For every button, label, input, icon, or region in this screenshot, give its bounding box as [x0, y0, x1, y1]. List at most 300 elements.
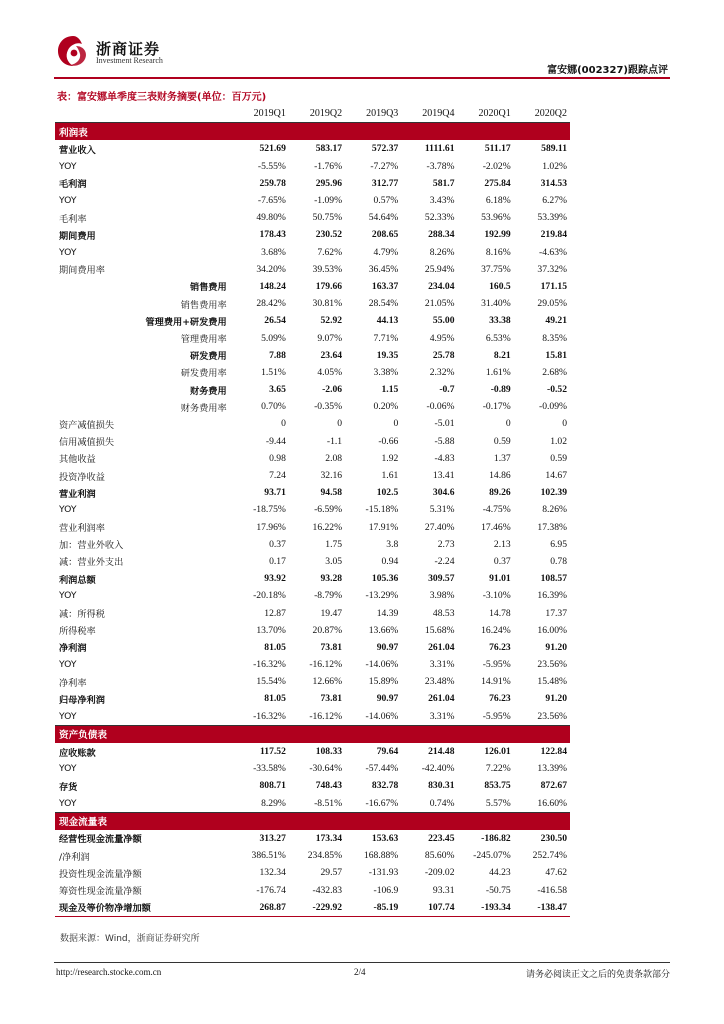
value-cell: 0.98: [269, 452, 286, 464]
value-cell: 6.95: [550, 538, 567, 550]
value-cell: 572.37: [371, 143, 399, 155]
row-label: YOY: [59, 590, 77, 602]
value-cell: 76.23: [489, 693, 511, 705]
value-cell: 27.40%: [424, 521, 455, 533]
value-cell: 28.42%: [256, 298, 286, 310]
row-label: 归母净利润: [59, 694, 105, 706]
value-cell: 171.15: [540, 280, 567, 292]
value-cell: 0.59: [550, 452, 567, 464]
value-cell: 36.45%: [368, 263, 399, 275]
value-cell: 1.15: [381, 384, 399, 396]
value-cell: [458, 123, 514, 141]
table-row: [55, 743, 570, 760]
value-cell: 261.04: [428, 641, 455, 653]
value-cell: 81.05: [264, 641, 286, 653]
row-label: 净利润: [59, 643, 87, 655]
value-cell: 808.71: [259, 780, 286, 792]
row-label: 毛利润: [59, 179, 87, 191]
row-label: 现金及等价物净增加额: [55, 899, 233, 917]
value-cell: 30.81%: [312, 298, 343, 310]
value-cell: 173.34: [315, 832, 343, 844]
table-row: [55, 587, 570, 604]
table-row: [55, 467, 570, 484]
table-row: [55, 830, 570, 847]
value-cell: 25.94%: [424, 263, 455, 275]
financial-summary-table: [55, 105, 570, 917]
table-row: [55, 433, 570, 450]
value-cell: 15.89%: [368, 676, 399, 688]
value-cell: 1.61: [381, 470, 399, 482]
value-cell: 153.63: [371, 832, 399, 844]
value-cell: 93.71: [264, 487, 286, 499]
value-cell: -85.19: [345, 899, 401, 917]
value-cell: 1.92: [381, 452, 399, 464]
value-cell: [233, 812, 289, 830]
table-row: [55, 604, 570, 621]
value-cell: [233, 725, 289, 743]
value-cell: 6.27%: [542, 195, 567, 207]
table-row: [55, 899, 570, 917]
row-label: 利润总额: [59, 574, 96, 586]
value-cell: 168.88%: [363, 850, 399, 862]
value-cell: 16.00%: [537, 624, 567, 636]
value-cell: 288.34: [428, 229, 455, 241]
row-label: 期间费用: [59, 230, 96, 242]
value-cell: 23.64: [320, 349, 343, 361]
row-label: 投资性现金流量净额: [59, 868, 142, 880]
table-row: [55, 450, 570, 467]
row-label: YOY: [55, 795, 233, 813]
value-cell: 748.43: [315, 780, 343, 792]
table-row: [55, 864, 570, 881]
zheshang-logo-icon: [56, 34, 90, 68]
value-cell: 16.39%: [537, 590, 567, 602]
value-cell: 3.31%: [429, 659, 455, 671]
table-row: [55, 639, 570, 656]
value-cell: [233, 123, 289, 141]
value-cell: [458, 725, 514, 743]
value-cell: 53.39%: [537, 212, 567, 224]
value-cell: 8.26%: [542, 504, 567, 516]
value-cell: 94.58: [320, 487, 343, 499]
value-cell: 89.26: [489, 487, 511, 499]
value-cell: [514, 812, 570, 830]
value-cell: -15.18%: [365, 504, 399, 516]
value-cell: 0: [281, 418, 286, 430]
value-cell: 214.48: [428, 746, 455, 758]
table-row: [55, 777, 570, 794]
value-cell: 304.6: [432, 487, 455, 499]
table-caption: 表：富安娜单季度三表财务摘要(单位：百万元): [57, 92, 267, 103]
table-body: [55, 123, 570, 917]
row-label: 筹资性现金流量净额: [59, 886, 142, 898]
value-cell: 15.48%: [537, 676, 567, 688]
value-cell: 93.92: [264, 573, 286, 585]
header-cell-2019q2: 2019Q2: [289, 105, 345, 123]
value-cell: 105.36: [371, 573, 399, 585]
value-cell: 581.7: [432, 177, 455, 189]
value-cell: 28.54%: [368, 298, 399, 310]
value-cell: 73.81: [320, 693, 343, 705]
header-cell-blank: [55, 105, 233, 123]
value-cell: 2.73: [437, 538, 455, 550]
value-cell: 192.99: [484, 229, 511, 241]
row-label: 财务费用率: [180, 402, 227, 414]
value-cell: -0.17%: [482, 401, 511, 413]
value-cell: 49.80%: [256, 212, 286, 224]
value-cell: 3.38%: [373, 366, 399, 378]
value-cell: 521.69: [259, 143, 286, 155]
value-cell: 583.17: [315, 143, 343, 155]
row-label: 经营性现金流量净额: [59, 834, 142, 846]
table-row: [55, 381, 570, 398]
table-row: [55, 226, 570, 243]
value-cell: -2.06: [322, 384, 343, 396]
value-cell: 122.84: [540, 746, 567, 758]
value-cell: 37.75%: [481, 263, 511, 275]
row-label: 应收账款: [59, 747, 96, 759]
row-label: 其他收益: [59, 454, 96, 466]
value-cell: 8.26%: [429, 246, 455, 258]
value-cell: 53.96%: [481, 212, 511, 224]
value-cell: 17.96%: [256, 521, 286, 533]
value-cell: 55.00: [432, 315, 455, 327]
value-cell: 90.97: [376, 641, 399, 653]
row-label: 净利率: [59, 677, 87, 689]
value-cell: 23.56%: [514, 708, 570, 726]
value-cell: 13.66%: [368, 624, 399, 636]
value-cell: 102.39: [540, 487, 567, 499]
value-cell: 0.57%: [373, 195, 399, 207]
value-cell: 52.33%: [424, 212, 455, 224]
value-cell: [289, 123, 345, 141]
value-cell: 219.84: [540, 229, 567, 241]
table-row: [55, 536, 570, 553]
value-cell: 295.96: [315, 177, 343, 189]
row-label: 营业利润: [59, 488, 96, 500]
value-cell: 50.75%: [312, 212, 343, 224]
table-row: [55, 209, 570, 226]
value-cell: 17.38%: [537, 521, 567, 533]
value-cell: -0.66: [378, 435, 399, 447]
data-source-note: 数据来源：Wind，浙商证券研究所: [60, 934, 200, 944]
table-row: [55, 501, 570, 518]
table-row: [55, 175, 570, 192]
value-cell: [289, 725, 345, 743]
value-cell: -5.01: [434, 418, 455, 430]
value-cell: 29.57: [320, 867, 343, 879]
value-cell: 34.20%: [256, 263, 286, 275]
value-cell: 1.02: [550, 435, 567, 447]
section-header-row: [55, 812, 570, 830]
value-cell: 48.53: [432, 607, 455, 619]
value-cell: -8.79%: [314, 590, 343, 602]
value-cell: 0: [505, 418, 511, 430]
value-cell: 0.37: [269, 538, 286, 550]
value-cell: 179.66: [315, 280, 343, 292]
value-cell: 85.60%: [424, 850, 455, 862]
row-label: 管理费用率: [180, 334, 227, 346]
value-cell: -13.29%: [365, 590, 399, 602]
value-cell: 832.78: [371, 780, 399, 792]
value-cell: 91.01: [489, 573, 511, 585]
value-cell: 47.62: [545, 867, 567, 879]
value-cell: 3.05: [325, 555, 343, 567]
value-cell: 872.67: [540, 780, 567, 792]
value-cell: 234.04: [428, 280, 455, 292]
value-cell: 163.37: [371, 280, 399, 292]
value-cell: 12.87: [264, 607, 286, 619]
value-cell: 234.85%: [307, 850, 343, 862]
value-cell: 0.94: [381, 555, 399, 567]
value-cell: 223.45: [428, 832, 455, 844]
table-row: [55, 140, 570, 157]
value-cell: 108.57: [540, 573, 567, 585]
value-cell: 853.75: [484, 780, 511, 792]
value-cell: 54.64%: [368, 212, 399, 224]
value-cell: 126.01: [484, 746, 511, 758]
value-cell: -416.58: [537, 884, 567, 896]
value-cell: 33.38: [489, 315, 511, 327]
value-cell: 14.39: [376, 607, 399, 619]
value-cell: -14.06%: [365, 659, 399, 671]
value-cell: -138.47: [514, 899, 570, 917]
row-label: 研发费用: [189, 351, 227, 363]
value-cell: 19.47: [320, 607, 343, 619]
value-cell: 8.16%: [485, 246, 511, 258]
value-cell: -16.12%: [289, 708, 345, 726]
value-cell: 102.5: [376, 487, 399, 499]
value-cell: -16.12%: [309, 659, 343, 671]
value-cell: -0.35%: [314, 401, 343, 413]
value-cell: 49.21: [545, 315, 567, 327]
row-label: 所得税率: [59, 626, 96, 638]
value-cell: 3.31%: [401, 708, 457, 726]
value-cell: 148.24: [259, 280, 286, 292]
value-cell: 117.52: [260, 746, 286, 758]
value-cell: -1.76%: [314, 160, 343, 172]
value-cell: 90.97: [376, 693, 399, 705]
value-cell: 7.71%: [373, 332, 399, 344]
value-cell: 8.29%: [233, 795, 289, 813]
row-label: 毛利率: [59, 213, 87, 225]
value-cell: 5.31%: [429, 504, 455, 516]
value-cell: 261.04: [428, 693, 455, 705]
table-row: [55, 673, 570, 690]
value-cell: [345, 725, 401, 743]
table-row: [55, 364, 570, 381]
table-header-row: [55, 105, 570, 123]
value-cell: -33.58%: [253, 763, 286, 775]
value-cell: 0: [337, 418, 343, 430]
table-row: [55, 278, 570, 295]
row-label: 销售费用率: [180, 299, 227, 311]
value-cell: 76.23: [489, 641, 511, 653]
value-cell: 1.51%: [261, 366, 286, 378]
value-cell: 5.09%: [261, 332, 286, 344]
value-cell: 2.68%: [542, 366, 567, 378]
table-row: [55, 158, 570, 175]
value-cell: -2.02%: [482, 160, 511, 172]
header-cell-2019q3: 2019Q3: [345, 105, 401, 123]
value-cell: -30.64%: [309, 763, 343, 775]
value-cell: 107.74: [401, 899, 457, 917]
value-cell: 314.53: [540, 177, 567, 189]
value-cell: 16.24%: [481, 624, 511, 636]
value-cell: 93.28: [320, 573, 343, 585]
value-cell: 6.53%: [485, 332, 511, 344]
table-row: [55, 519, 570, 536]
value-cell: 39.53%: [312, 263, 343, 275]
table-row: [55, 295, 570, 312]
value-cell: 4.79%: [373, 246, 399, 258]
report-title: 富安娜(002327)跟踪点评: [547, 65, 668, 76]
table-row: [55, 484, 570, 501]
row-label: YOY: [59, 504, 77, 516]
value-cell: [514, 123, 570, 141]
table-row: [55, 847, 570, 864]
value-cell: 7.24: [269, 470, 286, 482]
value-cell: 0.74%: [401, 795, 457, 813]
value-cell: 16.60%: [514, 795, 570, 813]
value-cell: -245.07%: [473, 850, 511, 862]
value-cell: -16.32%: [233, 708, 289, 726]
value-cell: -4.75%: [482, 504, 511, 516]
table-row: [55, 398, 570, 415]
value-cell: 830.31: [428, 780, 455, 792]
value-cell: -0.89: [490, 384, 511, 396]
value-cell: 37.32%: [537, 263, 567, 275]
row-label: YOY: [59, 763, 77, 775]
value-cell: 3.43%: [429, 195, 455, 207]
value-cell: [401, 812, 457, 830]
footer-divider: [54, 962, 670, 963]
value-cell: 268.87: [233, 899, 289, 917]
value-cell: 15.81: [545, 349, 567, 361]
row-label: 减：所得税: [59, 609, 105, 621]
value-cell: 160.5: [489, 280, 511, 292]
value-cell: 252.74%: [532, 850, 567, 862]
value-cell: -16.67%: [345, 795, 401, 813]
row-label: 存货: [59, 781, 78, 793]
page-number: 2/4: [354, 967, 366, 977]
value-cell: 0.37: [493, 555, 511, 567]
logo-chinese-name: 浙商证券: [96, 40, 161, 58]
value-cell: -0.52: [547, 384, 567, 396]
value-cell: 230.52: [315, 229, 343, 241]
value-cell: 1.02%: [542, 160, 567, 172]
value-cell: -2.24: [434, 555, 455, 567]
row-label: YOY: [59, 246, 77, 258]
value-cell: 9.07%: [317, 332, 343, 344]
value-cell: 230.50: [540, 832, 567, 844]
value-cell: -6.59%: [314, 504, 343, 516]
value-cell: [514, 725, 570, 743]
value-cell: 0: [393, 418, 399, 430]
value-cell: 15.68%: [424, 624, 455, 636]
value-cell: 0.59: [493, 435, 511, 447]
section-label: 利润表: [55, 123, 233, 141]
row-label: 资产减值损失: [59, 419, 115, 431]
value-cell: 12.66%: [312, 676, 343, 688]
value-cell: 17.91%: [368, 521, 399, 533]
value-cell: -1.09%: [314, 195, 343, 207]
value-cell: 5.57%: [458, 795, 514, 813]
value-cell: 1.75: [325, 538, 343, 550]
value-cell: 259.78: [259, 177, 286, 189]
value-cell: -193.34: [458, 899, 514, 917]
value-cell: 44.23: [489, 867, 511, 879]
value-cell: -20.18%: [253, 590, 286, 602]
value-cell: 31.40%: [481, 298, 511, 310]
value-cell: -209.02: [424, 867, 455, 879]
table-row: [55, 261, 570, 278]
value-cell: 0.78: [550, 555, 567, 567]
value-cell: -14.06%: [345, 708, 401, 726]
value-cell: 0.20%: [373, 401, 399, 413]
value-cell: [345, 123, 401, 141]
value-cell: 14.67: [545, 470, 567, 482]
row-label: 减：营业外支出: [59, 557, 124, 569]
row-label: 营业收入: [59, 144, 96, 156]
table-row: [55, 795, 570, 813]
section-header-row: [55, 123, 570, 141]
value-cell: 309.57: [428, 573, 455, 585]
table-row: [55, 656, 570, 673]
row-label: 财务费用: [189, 385, 227, 397]
value-cell: 14.86: [489, 470, 511, 482]
value-cell: -5.55%: [257, 160, 286, 172]
value-cell: 91.20: [545, 693, 567, 705]
row-label: 投资净收益: [59, 471, 105, 483]
value-cell: 23.48%: [424, 676, 455, 688]
row-label: YOY: [55, 708, 233, 726]
value-cell: -3.78%: [426, 160, 455, 172]
value-cell: 132.34: [259, 867, 286, 879]
value-cell: -5.95%: [482, 659, 511, 671]
value-cell: -4.83: [434, 452, 455, 464]
value-cell: 44.13: [376, 315, 399, 327]
value-cell: -7.27%: [370, 160, 399, 172]
row-label: 研发费用率: [180, 368, 227, 380]
header-cell-2019q4: 2019Q4: [401, 105, 457, 123]
value-cell: -50.75: [485, 884, 511, 896]
value-cell: -9.44: [265, 435, 286, 447]
table-row: [55, 690, 570, 707]
value-cell: 511.17: [484, 143, 511, 155]
value-cell: 29.05%: [537, 298, 567, 310]
value-cell: 7.88: [269, 349, 286, 361]
value-cell: 15.54%: [256, 676, 286, 688]
header-cell-2020q1: 2020Q1: [458, 105, 514, 123]
value-cell: 16.22%: [312, 521, 343, 533]
table-row: [55, 415, 570, 432]
value-cell: -5.95%: [458, 708, 514, 726]
value-cell: 0: [562, 418, 567, 430]
section-label: 资产负债表: [55, 725, 233, 743]
table-row: [55, 708, 570, 726]
value-cell: 386.51%: [251, 850, 286, 862]
value-cell: -57.44%: [365, 763, 399, 775]
value-cell: 2.08: [325, 452, 343, 464]
section-label: 现金流量表: [55, 812, 233, 830]
value-cell: 275.84: [484, 177, 511, 189]
value-cell: 313.27: [259, 832, 286, 844]
value-cell: 1.61%: [485, 366, 511, 378]
value-cell: 1111.61: [424, 143, 455, 155]
table-row: [55, 329, 570, 346]
value-cell: [401, 123, 457, 141]
